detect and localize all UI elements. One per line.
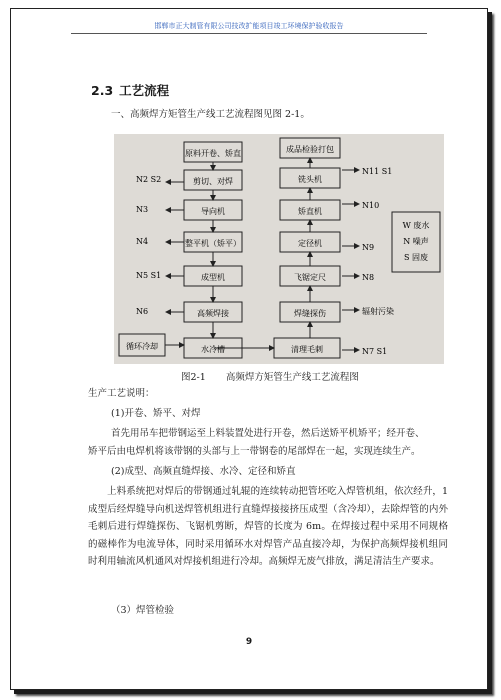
right-emission-tag: N11 S1 bbox=[362, 167, 393, 176]
explanation-heading: 生产工艺说明： bbox=[88, 388, 155, 399]
step2-text: 上料系统把对焊后的带钢通过轧辊的连续转动把管坯吃入焊管机组，依次经升，1 成型后经焊缝导向机送焊管机组进行直缝焊接接挤压成型（含冷却），去除焊管的内外毛刺后进行焊缝探伤、飞锯机剪断，焊管的长度为 6m。在焊接过程中采用不同规格的磁棒作为电流导体，同时采用循环水对焊管产品直接冷却，为保护高频焊接机组同时利用轴流风机通风对焊接机组进行冷却。高频焊无废气排放，满足清洁生产要求。 bbox=[88, 486, 448, 567]
left-emission-tag: N3 bbox=[136, 205, 149, 214]
left-emission-tag: N6 bbox=[136, 307, 149, 316]
right-process-label: 清理毛刺 bbox=[291, 345, 323, 354]
right-process-label: 定径机 bbox=[298, 239, 322, 248]
right-emission-tag: N8 bbox=[362, 273, 375, 282]
figure-caption bbox=[181, 369, 359, 383]
left-process-label: 高频焊接 bbox=[197, 309, 229, 318]
step1-line2: 矫平后由电焊机将该带钢的头部与上一带钢卷的尾部焊在一起，实现连续生产。 bbox=[88, 446, 421, 457]
figure-title: 高频焊方矩管生产线工艺流程图 bbox=[225, 372, 359, 383]
left-process-label: 整平机（矫平） bbox=[185, 239, 241, 248]
process-flow-figure bbox=[114, 134, 444, 364]
right-process-label: 铣头机 bbox=[298, 175, 322, 184]
step3-title: （3）焊管检验 bbox=[111, 605, 175, 616]
left-process-label: 导向机 bbox=[201, 207, 225, 216]
document-page bbox=[10, 8, 488, 690]
right-emission-tag: N7 S1 bbox=[362, 347, 388, 356]
step1-line1: 首先用吊车把带钢运至上料装置处进行开卷，然后送矫平机矫平；经开卷、 bbox=[111, 428, 425, 439]
section-heading bbox=[91, 81, 169, 99]
right-emission-tag: N9 bbox=[362, 243, 375, 252]
left-emission-tag: N2 S2 bbox=[136, 175, 162, 184]
legend-wastewater: W 废水 bbox=[402, 221, 430, 230]
legend-solid-waste: S 固废 bbox=[403, 253, 429, 262]
left-emission-tag: N5 S1 bbox=[136, 271, 162, 280]
left-process-label: 原料开卷、矫直 bbox=[185, 149, 241, 158]
header-rule bbox=[71, 33, 427, 34]
cooling-label: 循环冷却 bbox=[126, 342, 158, 351]
intro-text: 一、高频焊方矩管生产线工艺流程图见图 2-1。 bbox=[111, 109, 310, 120]
running-header: 邯郸市正大制管有限公司技改扩能项目竣工环境保护验收报告 bbox=[154, 22, 344, 30]
right-process-label: 飞锯定尺 bbox=[294, 273, 326, 282]
right-process-label: 焊缝探伤 bbox=[294, 309, 326, 318]
step1-title: (1)开卷、矫平、对焊 bbox=[111, 408, 201, 419]
section-title: 工艺流程 bbox=[119, 83, 170, 98]
right-process-label: 成品检验打包 bbox=[286, 145, 334, 154]
flow-diagram bbox=[114, 134, 444, 364]
left-process-label: 水冷槽 bbox=[201, 345, 225, 354]
right-emission-tag: 辐射污染 bbox=[362, 307, 394, 316]
right-emission-tag: N10 bbox=[362, 201, 380, 210]
legend-noise: N 噪声 bbox=[403, 237, 429, 246]
left-emission-tag: N4 bbox=[136, 237, 149, 246]
figure-number: 图2-1 bbox=[181, 372, 206, 383]
right-process-label: 矫直机 bbox=[298, 207, 322, 216]
step2-title: (2)成型、高频直缝焊接、水冷、定径和矫直 bbox=[111, 466, 296, 477]
page-number: 9 bbox=[245, 637, 253, 647]
section-number: 2.3 bbox=[91, 83, 114, 98]
left-process-label: 成型机 bbox=[201, 273, 225, 282]
step2-paragraph bbox=[88, 483, 448, 571]
left-process-label: 剪切、对焊 bbox=[193, 177, 233, 186]
